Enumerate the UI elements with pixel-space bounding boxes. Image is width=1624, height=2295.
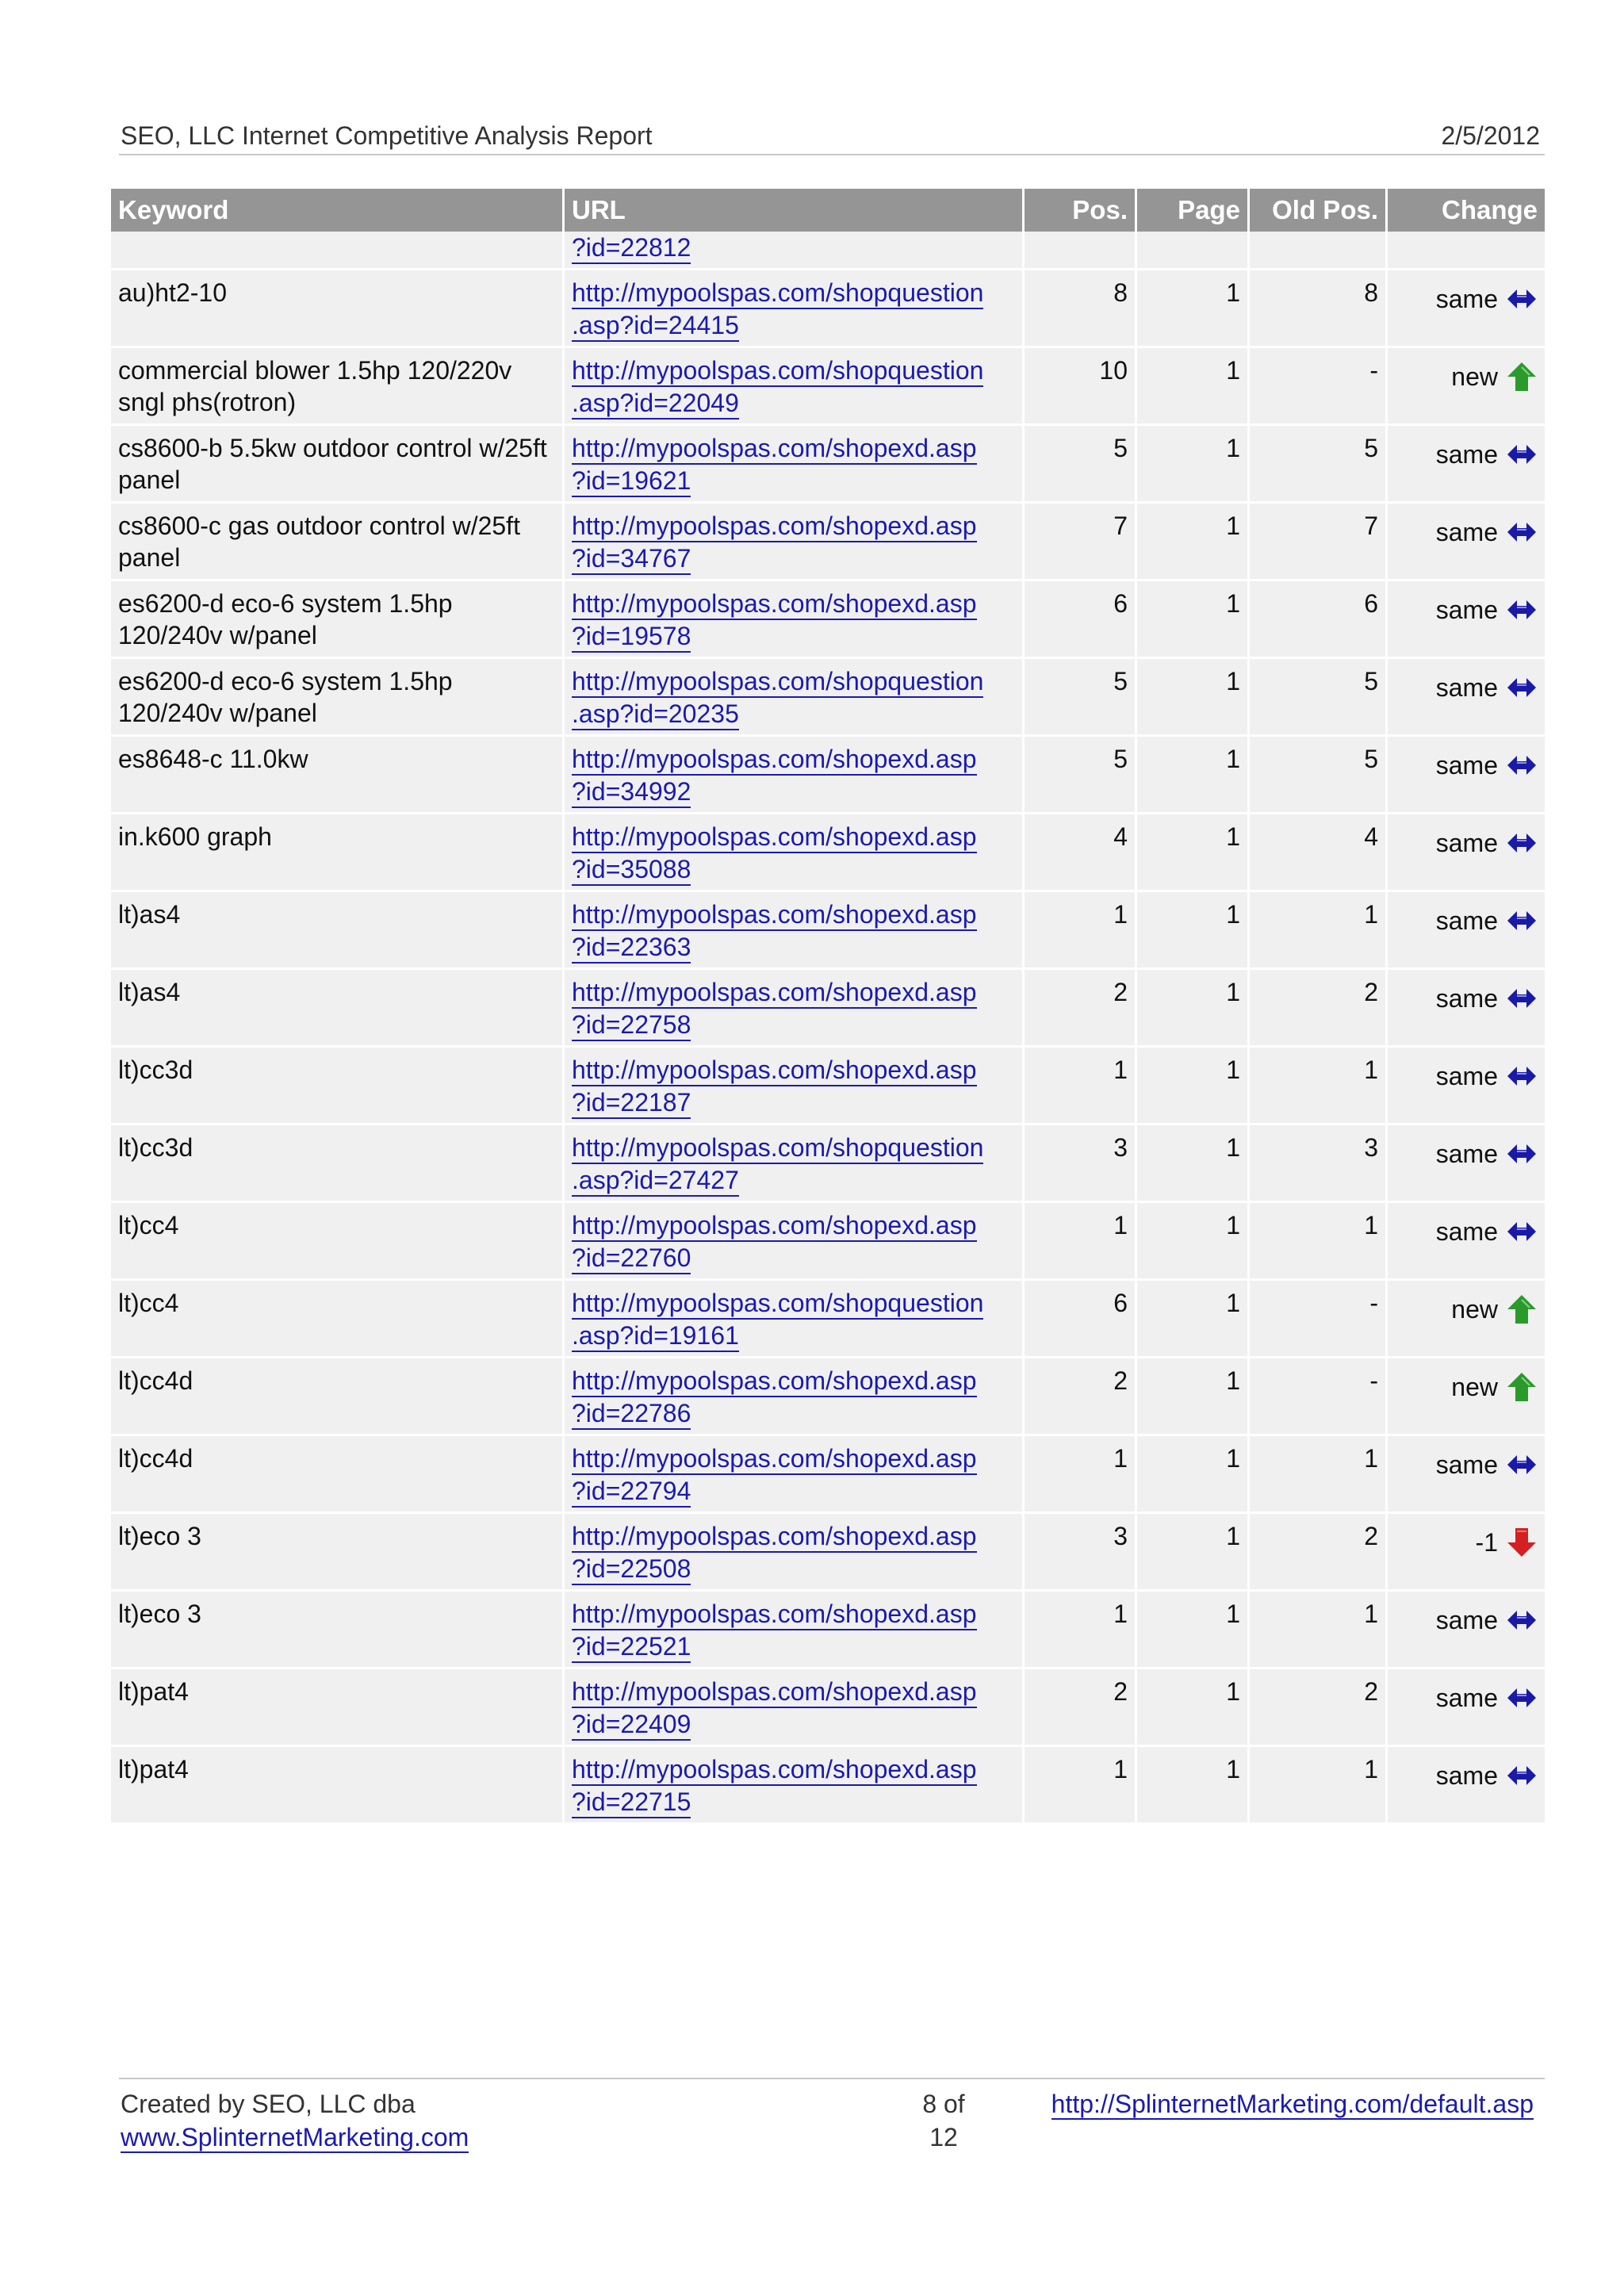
url-link-line1[interactable]: http://mypoolspas.com/shopexd.asp bbox=[572, 1521, 977, 1553]
same-arrows-icon bbox=[1506, 1764, 1538, 1787]
change-cell bbox=[1388, 1048, 1545, 1125]
page-cell: 1 bbox=[1137, 1281, 1250, 1358]
url-link-line1[interactable]: http://mypoolspas.com/shopquestion bbox=[572, 1288, 983, 1320]
table-row-continuation bbox=[111, 232, 1545, 270]
change-cell bbox=[1388, 892, 1545, 970]
page-cell: 1 bbox=[1137, 659, 1250, 737]
page-cell: 1 bbox=[1137, 270, 1250, 348]
page-cell: 1 bbox=[1137, 1747, 1250, 1825]
change-indicator bbox=[1436, 439, 1538, 470]
pos-cell: 6 bbox=[1025, 1281, 1137, 1358]
table-row bbox=[111, 1592, 1545, 1669]
keyword-cell: commercial blower 1.5hp 120/220v sngl phs(rotron) bbox=[111, 348, 565, 426]
keyword-cell: au)ht2-10 bbox=[111, 270, 565, 348]
keyword-cell: lt)cc4 bbox=[111, 1203, 565, 1281]
same-arrows-icon bbox=[1506, 520, 1538, 544]
pos-cell: 1 bbox=[1025, 1436, 1137, 1514]
pos-cell: 5 bbox=[1025, 737, 1137, 814]
page-number-line1: 8 of bbox=[922, 2090, 965, 2118]
same-arrows-icon bbox=[1506, 753, 1538, 777]
table-row bbox=[111, 1747, 1545, 1825]
table-row bbox=[111, 1514, 1545, 1592]
url-cell bbox=[565, 348, 1025, 426]
pos-cell: 2 bbox=[1025, 1669, 1137, 1747]
old-pos-cell: 1 bbox=[1250, 1436, 1388, 1514]
table-row bbox=[111, 892, 1545, 970]
same-arrows-icon bbox=[1506, 1142, 1538, 1166]
url-cell bbox=[565, 1669, 1025, 1747]
keyword-cell: lt)eco 3 bbox=[111, 1592, 565, 1669]
pos-cell: 5 bbox=[1025, 659, 1137, 737]
change-indicator bbox=[1436, 1760, 1538, 1791]
change-text: same bbox=[1435, 1217, 1498, 1246]
pos-cell: 5 bbox=[1025, 426, 1137, 504]
change-indicator bbox=[1436, 1604, 1538, 1636]
url-link[interactable]: ?id=22812 bbox=[572, 232, 691, 264]
url-link-line2[interactable]: .asp?id=27427 bbox=[572, 1165, 739, 1197]
url-link-line1[interactable]: http://mypoolspas.com/shopexd.asp bbox=[572, 1676, 977, 1708]
keyword-cell: lt)pat4 bbox=[111, 1669, 565, 1747]
same-arrows-icon bbox=[1506, 987, 1538, 1010]
keyword-cell: in.k600 graph bbox=[111, 814, 565, 892]
column-header-change: Change bbox=[1388, 189, 1545, 232]
pos-cell: 3 bbox=[1025, 1125, 1137, 1203]
url-link-line1[interactable]: http://mypoolspas.com/shopexd.asp bbox=[572, 511, 977, 542]
pos-cell: 4 bbox=[1025, 814, 1137, 892]
table-row bbox=[111, 1436, 1545, 1514]
table-row bbox=[111, 581, 1545, 659]
old-pos-cell bbox=[1250, 232, 1388, 270]
change-indicator bbox=[1436, 594, 1538, 626]
url-link-line2[interactable]: ?id=22363 bbox=[572, 932, 691, 964]
same-arrows-icon bbox=[1506, 1453, 1538, 1477]
url-link-line2[interactable]: .asp?id=24415 bbox=[572, 310, 739, 342]
page-cell: 1 bbox=[1137, 1358, 1250, 1436]
same-arrows-icon bbox=[1506, 909, 1538, 933]
old-pos-cell: 5 bbox=[1250, 426, 1388, 504]
table-row bbox=[111, 970, 1545, 1048]
url-link-line2[interactable]: ?id=22758 bbox=[572, 1010, 691, 1041]
pos-cell: 8 bbox=[1025, 270, 1137, 348]
url-cell bbox=[565, 1592, 1025, 1669]
table-header-row bbox=[111, 189, 1545, 232]
same-arrows-icon bbox=[1506, 1686, 1538, 1710]
url-cell bbox=[565, 737, 1025, 814]
change-cell bbox=[1388, 970, 1545, 1048]
change-indicator bbox=[1436, 1216, 1538, 1247]
old-pos-cell: 2 bbox=[1250, 1514, 1388, 1592]
keyword-cell: lt)as4 bbox=[111, 970, 565, 1048]
pos-cell bbox=[1025, 232, 1137, 270]
keyword-cell: lt)as4 bbox=[111, 892, 565, 970]
pos-cell: 3 bbox=[1025, 1514, 1137, 1592]
table-row bbox=[111, 737, 1545, 814]
change-text: same bbox=[1435, 1761, 1498, 1790]
url-link-line1[interactable]: http://mypoolspas.com/shopexd.asp bbox=[572, 977, 977, 1009]
same-arrows-icon bbox=[1506, 287, 1538, 311]
change-cell bbox=[1388, 270, 1545, 348]
table-row bbox=[111, 504, 1545, 581]
url-link-line1[interactable]: http://mypoolspas.com/shopexd.asp bbox=[572, 1210, 977, 1242]
change-text: same bbox=[1435, 751, 1498, 780]
change-cell bbox=[1388, 1669, 1545, 1747]
change-indicator bbox=[1436, 827, 1538, 859]
column-header-url: URL bbox=[565, 189, 1025, 232]
change-text: same bbox=[1435, 984, 1498, 1013]
table-row bbox=[111, 270, 1545, 348]
url-link-line1[interactable]: http://mypoolspas.com/shopquestion bbox=[572, 278, 983, 309]
column-header-old-pos: Old Pos. bbox=[1250, 189, 1388, 232]
old-pos-cell: - bbox=[1250, 1358, 1388, 1436]
url-cell bbox=[565, 1203, 1025, 1281]
change-text: same bbox=[1435, 829, 1498, 857]
url-link-line1[interactable]: http://mypoolspas.com/shopquestion bbox=[572, 1132, 983, 1164]
change-cell bbox=[1388, 1125, 1545, 1203]
keyword-cell: lt)cc3d bbox=[111, 1048, 565, 1125]
url-link-line1[interactable]: http://mypoolspas.com/shopexd.asp bbox=[572, 744, 977, 776]
change-indicator bbox=[1451, 1371, 1538, 1403]
change-cell bbox=[1388, 348, 1545, 426]
url-link-line2[interactable]: ?id=22786 bbox=[572, 1398, 691, 1430]
change-text: new bbox=[1451, 1373, 1498, 1401]
change-cell bbox=[1388, 1203, 1545, 1281]
url-link-line1[interactable]: http://mypoolspas.com/shopexd.asp bbox=[572, 1754, 977, 1786]
url-cell bbox=[565, 814, 1025, 892]
change-indicator bbox=[1436, 1449, 1538, 1481]
page-cell bbox=[1137, 232, 1250, 270]
change-indicator bbox=[1436, 1138, 1538, 1170]
page-header bbox=[119, 117, 1545, 155]
keyword-cell bbox=[111, 232, 565, 270]
change-indicator bbox=[1436, 749, 1538, 781]
change-text: same bbox=[1435, 285, 1498, 313]
keyword-cell: cs8600-b 5.5kw outdoor control w/25ft panel bbox=[111, 426, 565, 504]
pos-cell: 1 bbox=[1025, 1203, 1137, 1281]
change-indicator bbox=[1451, 1293, 1538, 1325]
table-row bbox=[111, 348, 1545, 426]
keyword-cell: lt)pat4 bbox=[111, 1747, 565, 1825]
url-cell bbox=[565, 1281, 1025, 1358]
same-arrows-icon bbox=[1506, 443, 1538, 466]
url-link-line2[interactable]: ?id=35088 bbox=[572, 854, 691, 886]
change-indicator bbox=[1436, 672, 1538, 703]
page-number-line2: 12 bbox=[929, 2123, 958, 2151]
page-cell: 1 bbox=[1137, 1125, 1250, 1203]
page-cell: 1 bbox=[1137, 581, 1250, 659]
change-cell bbox=[1388, 659, 1545, 737]
change-cell bbox=[1388, 814, 1545, 892]
change-indicator bbox=[1436, 905, 1538, 937]
url-link-line1[interactable]: http://mypoolspas.com/shopexd.asp bbox=[572, 1055, 977, 1086]
change-indicator bbox=[1436, 1060, 1538, 1092]
table-row bbox=[111, 1358, 1545, 1436]
change-indicator bbox=[1476, 1527, 1538, 1558]
old-pos-cell: 5 bbox=[1250, 737, 1388, 814]
page-footer bbox=[119, 2078, 1545, 2159]
url-link-line2[interactable]: ?id=22760 bbox=[572, 1243, 691, 1274]
url-cell bbox=[565, 504, 1025, 581]
url-link-line2[interactable]: ?id=22521 bbox=[572, 1631, 691, 1663]
url-link-line1[interactable]: http://mypoolspas.com/shopexd.asp bbox=[572, 822, 977, 853]
page-cell: 1 bbox=[1137, 814, 1250, 892]
url-cell bbox=[565, 270, 1025, 348]
change-text: -1 bbox=[1475, 1528, 1498, 1557]
page-number bbox=[825, 2087, 1063, 2154]
pos-cell: 1 bbox=[1025, 892, 1137, 970]
new-star-icon bbox=[1506, 1371, 1538, 1403]
url-link-line2[interactable]: .asp?id=20235 bbox=[572, 699, 739, 730]
url-link-line2[interactable]: .asp?id=22049 bbox=[572, 388, 739, 420]
table-row bbox=[111, 814, 1545, 892]
change-text: same bbox=[1435, 518, 1498, 546]
page-cell: 1 bbox=[1137, 1436, 1250, 1514]
footer-right bbox=[1051, 2087, 1534, 2121]
change-cell bbox=[1388, 1514, 1545, 1592]
change-text: new bbox=[1451, 362, 1498, 391]
change-text: same bbox=[1435, 440, 1498, 469]
change-cell bbox=[1388, 426, 1545, 504]
new-star-icon bbox=[1506, 1293, 1538, 1325]
change-cell bbox=[1388, 1358, 1545, 1436]
change-text: same bbox=[1435, 1450, 1498, 1479]
page-cell: 1 bbox=[1137, 1514, 1250, 1592]
url-cell bbox=[565, 426, 1025, 504]
change-text: same bbox=[1435, 1062, 1498, 1090]
url-link-line2[interactable]: ?id=34992 bbox=[572, 776, 691, 808]
old-pos-cell: 1 bbox=[1250, 1203, 1388, 1281]
footer-created-by: Created by SEO, LLC dba bbox=[121, 2090, 416, 2118]
url-link-line2[interactable]: .asp?id=19161 bbox=[572, 1320, 739, 1352]
keyword-cell: es6200-d eco-6 system 1.5hp 120/240v w/panel bbox=[111, 581, 565, 659]
url-link-line2[interactable]: ?id=22794 bbox=[572, 1476, 691, 1508]
url-link-line2[interactable]: ?id=19621 bbox=[572, 466, 691, 497]
report-title: SEO, LLC Internet Competitive Analysis Report bbox=[121, 121, 653, 150]
page-cell: 1 bbox=[1137, 504, 1250, 581]
column-header-keyword: Keyword bbox=[111, 189, 565, 232]
url-link-line1[interactable]: http://mypoolspas.com/shopexd.asp bbox=[572, 1366, 977, 1397]
column-header-page: Page bbox=[1137, 189, 1250, 232]
change-cell bbox=[1388, 581, 1545, 659]
table-row bbox=[111, 1125, 1545, 1203]
keyword-cell: lt)cc4d bbox=[111, 1358, 565, 1436]
url-link-line1[interactable]: http://mypoolspas.com/shopexd.asp bbox=[572, 433, 977, 465]
new-star-icon bbox=[1506, 361, 1538, 393]
table-row bbox=[111, 1203, 1545, 1281]
keyword-cell: es6200-d eco-6 system 1.5hp 120/240v w/panel bbox=[111, 659, 565, 737]
change-text: same bbox=[1435, 1606, 1498, 1634]
old-pos-cell: 1 bbox=[1250, 892, 1388, 970]
url-link-line2[interactable]: ?id=22187 bbox=[572, 1087, 691, 1119]
pos-cell: 1 bbox=[1025, 1592, 1137, 1669]
old-pos-cell: 8 bbox=[1250, 270, 1388, 348]
old-pos-cell: 2 bbox=[1250, 1669, 1388, 1747]
pos-cell: 7 bbox=[1025, 504, 1137, 581]
page-cell: 1 bbox=[1137, 892, 1250, 970]
change-text: new bbox=[1451, 1295, 1498, 1324]
same-arrows-icon bbox=[1506, 1608, 1538, 1632]
page-cell: 1 bbox=[1137, 1592, 1250, 1669]
down-arrow-icon bbox=[1506, 1527, 1538, 1558]
table-row bbox=[111, 1048, 1545, 1125]
old-pos-cell: 5 bbox=[1250, 659, 1388, 737]
old-pos-cell: 3 bbox=[1250, 1125, 1388, 1203]
url-cell bbox=[565, 659, 1025, 737]
change-cell bbox=[1388, 1281, 1545, 1358]
url-cell bbox=[565, 1747, 1025, 1825]
old-pos-cell: 1 bbox=[1250, 1592, 1388, 1669]
footer-credit bbox=[121, 2087, 469, 2154]
keyword-cell: es8648-c 11.0kw bbox=[111, 737, 565, 814]
change-indicator bbox=[1436, 283, 1538, 315]
table-row bbox=[111, 426, 1545, 504]
page-cell: 1 bbox=[1137, 1203, 1250, 1281]
table-row bbox=[111, 659, 1545, 737]
url-link-line1[interactable]: http://mypoolspas.com/shopexd.asp bbox=[572, 1599, 977, 1630]
change-cell bbox=[1388, 232, 1545, 270]
change-text: same bbox=[1435, 1684, 1498, 1712]
url-cell bbox=[565, 1436, 1025, 1514]
change-cell bbox=[1388, 737, 1545, 814]
same-arrows-icon bbox=[1506, 831, 1538, 855]
keyword-cell: lt)eco 3 bbox=[111, 1514, 565, 1592]
url-link-line1[interactable]: http://mypoolspas.com/shopexd.asp bbox=[572, 899, 977, 931]
url-link-line2[interactable]: ?id=19578 bbox=[572, 621, 691, 653]
url-link-line2[interactable]: ?id=22409 bbox=[572, 1709, 691, 1741]
same-arrows-icon bbox=[1506, 1220, 1538, 1243]
old-pos-cell: 6 bbox=[1250, 581, 1388, 659]
pos-cell: 2 bbox=[1025, 1358, 1137, 1436]
url-cell bbox=[565, 892, 1025, 970]
pos-cell: 1 bbox=[1025, 1048, 1137, 1125]
url-cell bbox=[565, 232, 1025, 270]
change-cell bbox=[1388, 1436, 1545, 1514]
keyword-cell: lt)cc4 bbox=[111, 1281, 565, 1358]
old-pos-cell: 1 bbox=[1250, 1747, 1388, 1825]
footer-site-link[interactable]: www.SplinternetMarketing.com bbox=[121, 2123, 469, 2151]
change-indicator bbox=[1436, 983, 1538, 1014]
page-cell: 1 bbox=[1137, 737, 1250, 814]
change-text: same bbox=[1435, 596, 1498, 624]
same-arrows-icon bbox=[1506, 1064, 1538, 1088]
change-cell bbox=[1388, 1747, 1545, 1825]
old-pos-cell: - bbox=[1250, 348, 1388, 426]
old-pos-cell: 4 bbox=[1250, 814, 1388, 892]
pos-cell: 1 bbox=[1025, 1747, 1137, 1825]
pos-cell: 2 bbox=[1025, 970, 1137, 1048]
url-cell bbox=[565, 1358, 1025, 1436]
column-header-pos: Pos. bbox=[1025, 189, 1137, 232]
page-cell: 1 bbox=[1137, 1048, 1250, 1125]
url-link-line1[interactable]: http://mypoolspas.com/shopquestion bbox=[572, 355, 983, 387]
same-arrows-icon bbox=[1506, 676, 1538, 699]
same-arrows-icon bbox=[1506, 598, 1538, 622]
change-indicator bbox=[1436, 516, 1538, 548]
change-cell bbox=[1388, 1592, 1545, 1669]
url-cell bbox=[565, 1125, 1025, 1203]
url-cell bbox=[565, 970, 1025, 1048]
change-indicator bbox=[1436, 1682, 1538, 1714]
report-date: 2/5/2012 bbox=[1441, 121, 1540, 150]
change-text: same bbox=[1435, 1140, 1498, 1168]
old-pos-cell: 2 bbox=[1250, 970, 1388, 1048]
page-cell: 1 bbox=[1137, 348, 1250, 426]
url-cell bbox=[565, 1514, 1025, 1592]
url-link-line2[interactable]: ?id=22508 bbox=[572, 1554, 691, 1585]
page-cell: 1 bbox=[1137, 970, 1250, 1048]
page-cell: 1 bbox=[1137, 1669, 1250, 1747]
table-row bbox=[111, 1669, 1545, 1747]
url-link-line1[interactable]: http://mypoolspas.com/shopexd.asp bbox=[572, 1443, 977, 1475]
old-pos-cell: 7 bbox=[1250, 504, 1388, 581]
keyword-cell: lt)cc4d bbox=[111, 1436, 565, 1514]
url-link-line2[interactable]: ?id=34767 bbox=[572, 543, 691, 575]
old-pos-cell: 1 bbox=[1250, 1048, 1388, 1125]
table-row bbox=[111, 1281, 1545, 1358]
ranking-table bbox=[111, 189, 1545, 1825]
change-cell bbox=[1388, 504, 1545, 581]
keyword-cell: cs8600-c gas outdoor control w/25ft panel bbox=[111, 504, 565, 581]
url-cell bbox=[565, 1048, 1025, 1125]
change-indicator bbox=[1451, 361, 1538, 393]
url-cell bbox=[565, 581, 1025, 659]
change-text: same bbox=[1435, 673, 1498, 702]
pos-cell: 6 bbox=[1025, 581, 1137, 659]
change-text: same bbox=[1435, 906, 1498, 935]
page-cell: 1 bbox=[1137, 426, 1250, 504]
keyword-cell: lt)cc3d bbox=[111, 1125, 565, 1203]
url-link-line1[interactable]: http://mypoolspas.com/shopquestion bbox=[572, 666, 983, 698]
url-link-line2[interactable]: ?id=22715 bbox=[572, 1787, 691, 1818]
old-pos-cell: - bbox=[1250, 1281, 1388, 1358]
pos-cell: 10 bbox=[1025, 348, 1137, 426]
footer-default-link[interactable]: http://SplinternetMarketing.com/default.asp bbox=[1051, 2090, 1534, 2118]
url-link-line1[interactable]: http://mypoolspas.com/shopexd.asp bbox=[572, 588, 977, 620]
